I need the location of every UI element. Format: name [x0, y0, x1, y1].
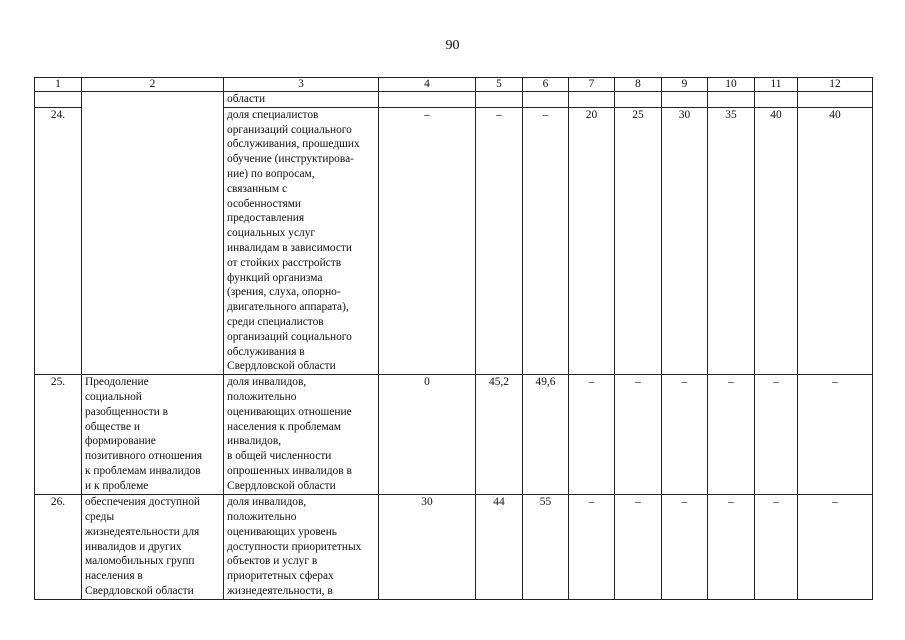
- value-cell: –: [662, 375, 708, 495]
- value-cell: –: [523, 107, 569, 374]
- column-header: 8: [615, 78, 662, 92]
- indicators-table: [34, 77, 873, 600]
- task-cell: обеспечения доступной среды жизнедеятельности для инвалидов и других маломобильных групп населения в Свердловской области: [82, 495, 224, 600]
- value-cell: 30: [379, 495, 476, 600]
- task-cell: [82, 92, 224, 108]
- row-number: 25.: [35, 375, 82, 495]
- indicator-cell: доля специалистов организаций социального обслуживания, прошедших обучение (инструктирова- ние) по вопросам, связанным с особенностями предоставления социальных услуг инвалидам в зависимости от стойких расстройств функций организма (зрения, слуха, опорно- двигательного аппарата), среди специалистов организаций социального обслуживания в Свердловской области: [224, 107, 379, 374]
- table-row: [35, 107, 873, 374]
- value-cell: –: [755, 375, 798, 495]
- value-cell: –: [476, 107, 523, 374]
- task-cell: [82, 107, 224, 374]
- column-header: 4: [379, 78, 476, 92]
- value-cell: 40: [755, 107, 798, 374]
- column-header: 7: [569, 78, 615, 92]
- column-header: 5: [476, 78, 523, 92]
- value-cell: –: [379, 107, 476, 374]
- value-cell: 40: [798, 107, 873, 374]
- row-number: 24.: [35, 107, 82, 374]
- value-cell: –: [798, 495, 873, 600]
- value-cell: –: [708, 495, 755, 600]
- column-number-header-row: [35, 78, 873, 92]
- column-header: 9: [662, 78, 708, 92]
- indicator-cell: области: [224, 92, 379, 108]
- column-header: 11: [755, 78, 798, 92]
- indicator-cell: доля инвалидов, положительно оценивающих отношение населения к проблемам инвалидов, в общей численности опрошенных инвалидов в Свердловской области: [224, 375, 379, 495]
- value-cell: 44: [476, 495, 523, 600]
- value-cell: 25: [615, 107, 662, 374]
- value-cell: 30: [662, 107, 708, 374]
- value-cell: 20: [569, 107, 615, 374]
- column-header: 3: [224, 78, 379, 92]
- value-cell: –: [662, 495, 708, 600]
- value-cell: 49,6: [523, 375, 569, 495]
- column-header: 10: [708, 78, 755, 92]
- value-cell: –: [615, 375, 662, 495]
- value-cell: –: [755, 495, 798, 600]
- value-cell: 45,2: [476, 375, 523, 495]
- indicator-cell: доля инвалидов, положительно оценивающих уровень доступности приоритетных объектов и услуг в приоритетных сферах жизнедеятельности, в: [224, 495, 379, 600]
- continuation-row: [35, 92, 873, 108]
- value-cell: –: [708, 375, 755, 495]
- value-cell: 55: [523, 495, 569, 600]
- value-cell: 35: [708, 107, 755, 374]
- value-cell: –: [798, 375, 873, 495]
- value-cell: –: [615, 495, 662, 600]
- column-header: 1: [35, 78, 82, 92]
- row-number: 26.: [35, 495, 82, 600]
- column-header: 2: [82, 78, 224, 92]
- table-row: [35, 495, 873, 600]
- column-header: 6: [523, 78, 569, 92]
- page-number: 90: [445, 38, 460, 53]
- column-header: 12: [798, 78, 873, 92]
- value-cell: –: [569, 375, 615, 495]
- value-cell: –: [569, 495, 615, 600]
- task-cell: Преодоление социальной разобщенности в обществе и формирование позитивного отношения к проблемам инвалидов и к проблеме: [82, 375, 224, 495]
- value-cell: 0: [379, 375, 476, 495]
- table-row: [35, 375, 873, 495]
